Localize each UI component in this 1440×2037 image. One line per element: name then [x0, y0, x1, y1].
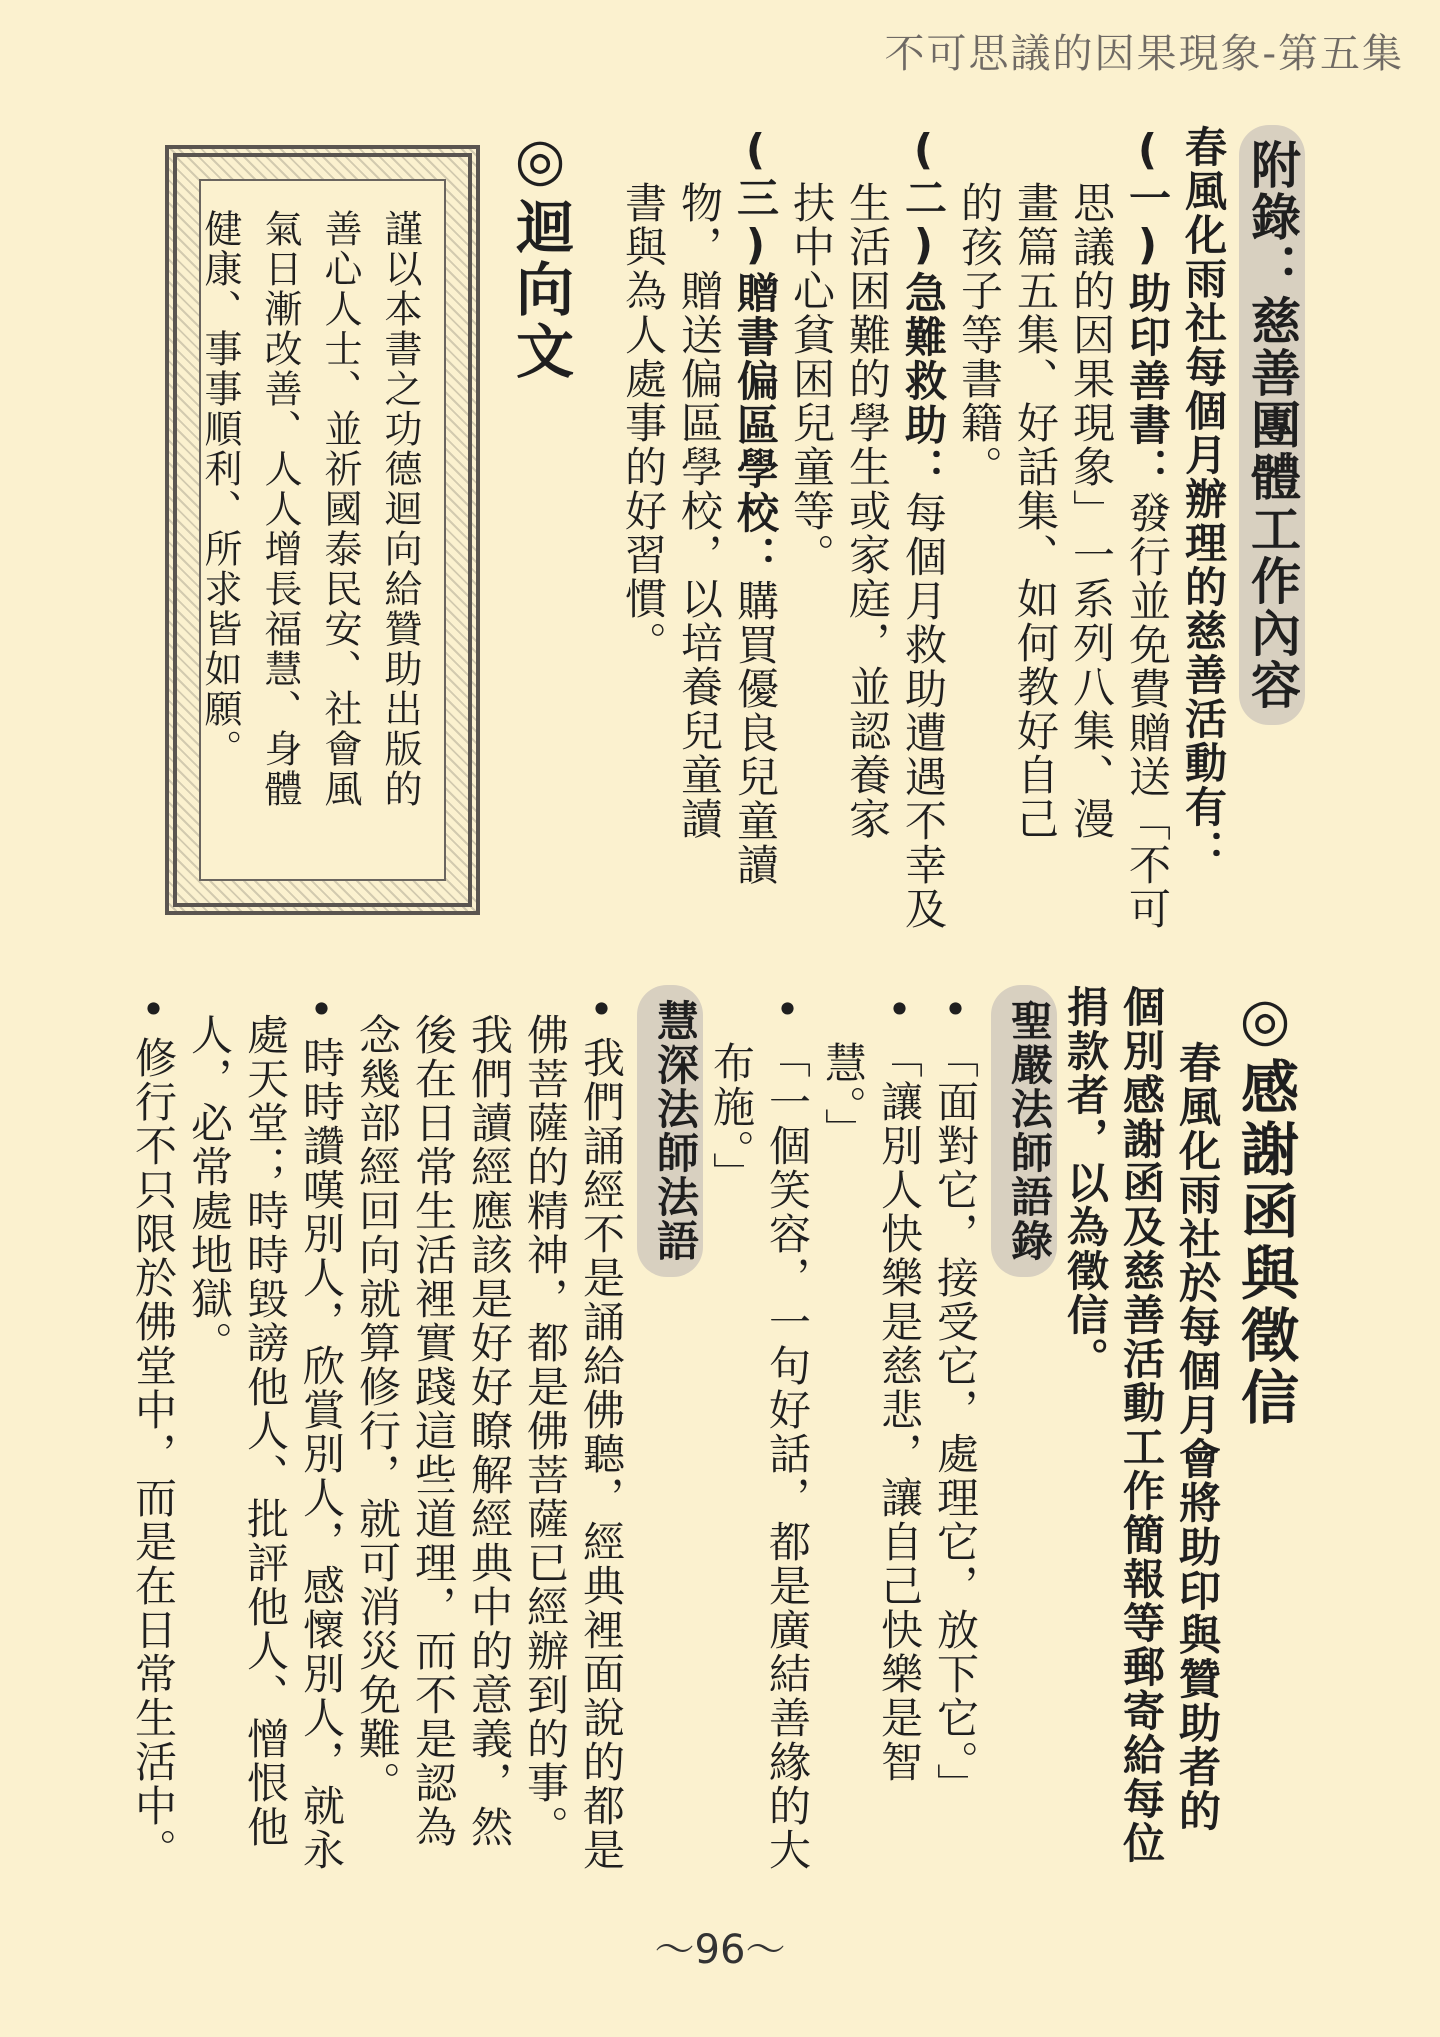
- appendix-item-1-line: 的孩子等書籍。: [955, 181, 1004, 489]
- appendix-item-3-line: 物，贈送偏區學校，以培養兒童讀: [675, 181, 724, 841]
- dedication-line: 健康、事事順利、所求皆如願。: [198, 209, 242, 769]
- appendix-item-2-line: 扶中心貧困兒童等。: [787, 181, 836, 577]
- appendix-section: [615, 125, 1305, 931]
- appendix-item-2: (二)急難救助：每個月救助遭遇不幸及: [899, 125, 948, 931]
- appendix-title: 附錄：慈善團體工作內容: [1239, 125, 1305, 725]
- sayings-shengyan-line: •「一個笑容，一句好話，都是廣結善緣的大: [763, 985, 812, 1872]
- appendix-item-2-label: (二)急難救助：: [899, 125, 948, 491]
- appendix-intro: 春風化雨社每個月辦理的慈善活動有：: [1179, 125, 1228, 873]
- sayings-shengyan-line: •「讓別人快樂是慈悲，讓自己快樂是智: [875, 985, 924, 1784]
- appendix-item-1-line: 思議的因果現象」一系列八集、漫: [1067, 181, 1116, 841]
- sayings-huishen-line: 佛菩薩的精神，都是佛菩薩已經辦到的事。: [521, 1013, 570, 1849]
- appendix-item-1: (一)助印善書：發行並免費贈送「不可: [1123, 125, 1172, 931]
- appendix-item-2-line: 生活困難的學生或家庭，並認養家: [843, 181, 892, 841]
- thanks-line: 捐款者，以為徵信。: [1061, 985, 1110, 1381]
- appendix-item-3-label: (三)贈書偏區學校：: [731, 125, 780, 579]
- sayings-huishen-line: 後在日常生活裡實踐這些道理，而不是認為: [409, 1013, 458, 1849]
- sayings-huishen-line: •時時讚嘆別人，欣賞別人，感懷別人，就永: [297, 985, 346, 1872]
- appendix-item-3-line: 書與為人處事的好習慣。: [619, 181, 668, 665]
- appendix-item-1-label: (一)助印善書：: [1123, 125, 1172, 491]
- appendix-item-1-line: 畫篇五集、好話集、如何教好自己: [1011, 181, 1060, 841]
- appendix-item-3: (三)贈書偏區學校：購買優良兒童讀: [731, 125, 780, 887]
- sayings-huishen-line: 念幾部經回向就算修行，就可消災免難。: [353, 1013, 402, 1805]
- page-number: ～96～: [654, 1927, 786, 1973]
- sayings-huishen-line: 人，必常處地獄。: [185, 1013, 234, 1365]
- thanks-title: ◎感謝函與徵信: [1231, 985, 1299, 1429]
- sayings-huishen-line: 處天堂；時時毀謗他人、批評他人、憎恨他: [241, 1013, 290, 1849]
- running-header: 不可思議的因果現象-第五集: [884, 31, 1404, 77]
- dedication-line: 謹以本書之功德迴向給贊助出版的: [378, 209, 422, 809]
- dedication-title: ◎迴向文: [506, 125, 574, 383]
- sayings-shengyan-line: 布施。」: [707, 1041, 756, 1196]
- sayings-huishen-line: 我們讀經應該是好好瞭解經典中的意義，然: [465, 1013, 514, 1849]
- sayings-shengyan-title: 聖嚴法師語錄: [991, 985, 1057, 1277]
- thanks-line: 個別感謝函及慈善活動工作簡報等郵寄給每位: [1117, 985, 1166, 1865]
- dedication-frame: [165, 145, 480, 915]
- dedication-text: [190, 209, 430, 899]
- sayings-huishen-line: •我們誦經不是誦給佛聽，經典裡面說的都是: [577, 985, 626, 1872]
- dedication-heading-box: [500, 125, 580, 425]
- sayings-shengyan-line: •「面對它，接受它，處理它，放下它。」: [931, 985, 980, 1807]
- dedication-line: 氣日漸改善、人人增長福慧、身體: [258, 209, 302, 809]
- lower-section: [125, 985, 1305, 1915]
- sayings-shengyan-line: 慧。」: [819, 1041, 868, 1152]
- sayings-huishen-title: 慧深法師法語: [637, 985, 703, 1277]
- sayings-huishen-line: •修行不只限於佛堂中，而是在日常生活中。: [129, 985, 178, 1872]
- dedication-line: 善心人士、並祈國泰民安、社會風: [318, 209, 362, 809]
- page-body: [129, 125, 1305, 1910]
- dedication-frame-inner: [199, 179, 446, 881]
- thanks-line: 春風化雨社於每個月會將助印與贊助者的: [1173, 1041, 1222, 1833]
